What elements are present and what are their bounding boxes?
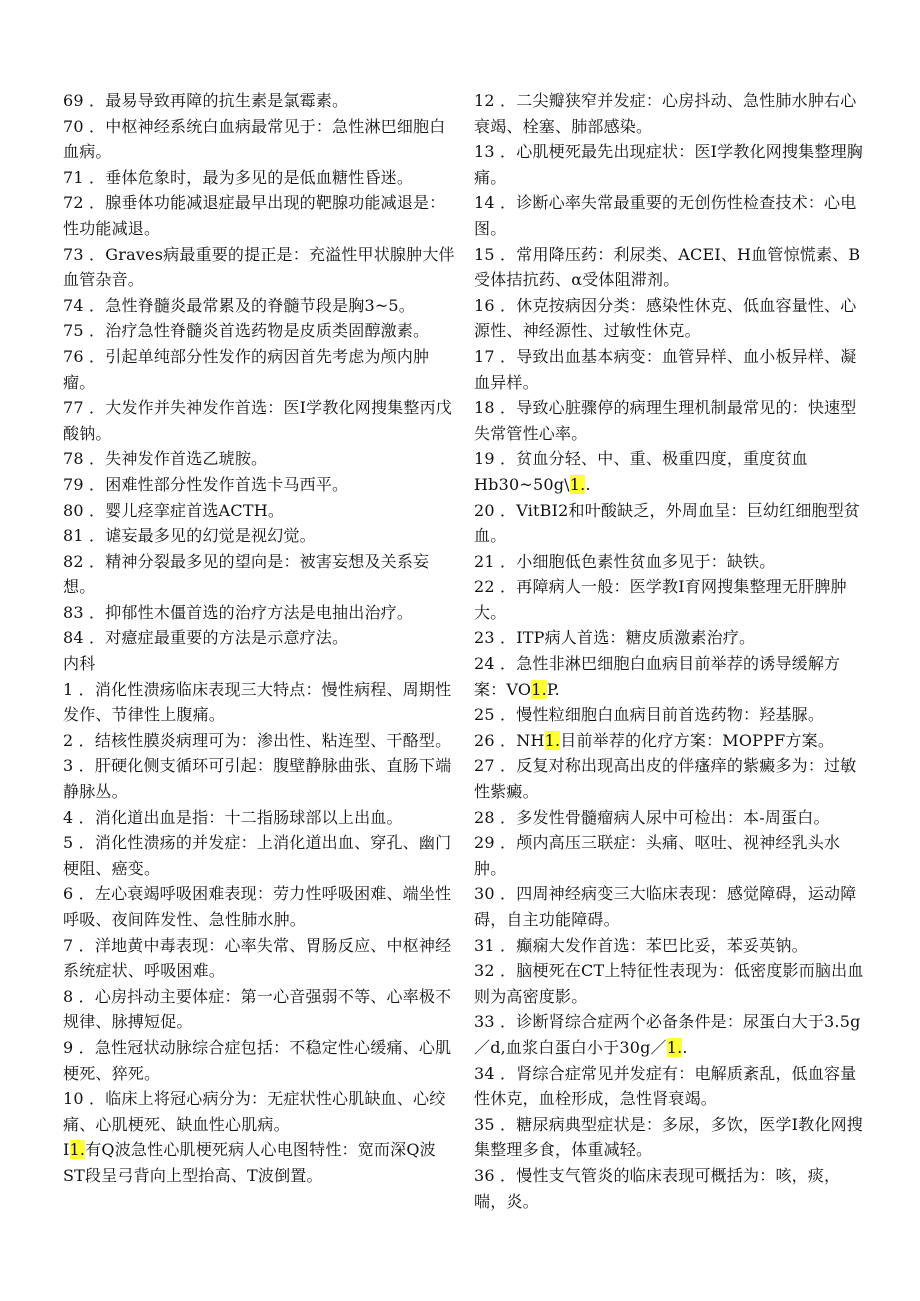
right-column-paragraph (474, 574, 866, 625)
right-column-paragraph (474, 1112, 866, 1163)
left-column-paragraph (63, 498, 455, 524)
left-column-paragraph (63, 753, 455, 804)
left-column-paragraph (63, 1137, 455, 1188)
left-column-paragraph (63, 805, 455, 831)
paragraph-text: P. (546, 679, 560, 699)
right-column-paragraph (474, 139, 866, 190)
left-column-paragraph (63, 165, 455, 191)
paragraph-text: 16 ．休克按病因分类：感染性休克、低血容量性、心源性、神经源性、过敏性休克。 (474, 295, 857, 341)
paragraph-text: 5 ．消化性溃疡的并发症：上消化道出血、穿孔、幽门梗阻、癌变。 (63, 833, 452, 878)
right-column-paragraph (474, 651, 866, 702)
paragraph-text: 71 ．垂体危象时，最为多见的是低血糖性昏迷。 (63, 167, 414, 187)
paragraph-text: 78 ．失神发作首选乙琥胺。 (63, 449, 268, 469)
paragraph-text: 29 ．颅内高压三联症：头痛、呕吐、视神经乳头水肿。 (474, 833, 841, 878)
left-column-paragraph (63, 881, 455, 932)
left-column-paragraph (63, 88, 455, 114)
right-column-paragraph (474, 805, 866, 831)
paragraph-text: 有Q波急性心肌梗死病人心电图特性：宽而深Q波ST段呈弓背向上型抬高、T波倒置。 (63, 1140, 436, 1185)
paragraph-text: I (63, 1140, 70, 1160)
paragraph-text: 1 ．消化性溃疡临床表现三大特点：慢性病程、周期性发作、节律性上腹痛。 (63, 679, 452, 725)
right-column-paragraph (474, 958, 866, 1009)
paragraph-text: 8 ．心房抖动主要体症：第一心音强弱不等、心率极不规律、脉搏短促。 (63, 986, 452, 1032)
right-column-paragraph (474, 1163, 866, 1214)
right-column-paragraph (474, 728, 866, 754)
paragraph-text: 20 ．VitBI2和叶酸缺乏，外周血呈：巨幼红细胞型贫血。 (474, 500, 861, 546)
paragraph-text: 28 ．多发性骨髓瘤病人尿中可检出：本-周蛋白。 (474, 807, 830, 827)
paragraph-text: 6 ．左心衰竭呼吸困难表现：劳力性呼吸困难、端坐性呼吸、夜间阵发性、急性肺水肿。 (63, 884, 452, 929)
left-column-paragraph (63, 114, 455, 165)
paragraph-text: 10 ．临床上将冠心病分为：无症状性心肌缺血、心绞痛、心肌梗死、缺血性心肌病。 (63, 1089, 446, 1134)
paragraph-text: 84 ．对癔症最重要的方法是示意疗法。 (63, 628, 349, 648)
right-column-paragraph (474, 702, 866, 728)
left-column-paragraph (63, 446, 455, 472)
paragraph-text: 74 ．急性脊髓炎最常累及的脊髓节段是胸3~5。 (63, 295, 416, 315)
paragraph-text: 内科 (63, 654, 96, 674)
left-column-paragraph (63, 190, 455, 241)
paragraph-text: 13 ．心肌梗死最先出现症状：医I学教化网搜集整理胸痛。 (474, 142, 863, 187)
right-column-paragraph (474, 242, 866, 293)
paragraph-text: 3 ．肝硬化侧支循环可引起：腹壁静脉曲张、直肠下端静脉丛。 (63, 756, 452, 802)
paragraph-text: . (682, 1037, 688, 1057)
left-column (63, 88, 455, 1189)
paragraph-text: 7 ．洋地黄中毒表现：心率失常、胃肠反应、中枢神经系统症状、呼吸困难。 (63, 935, 452, 981)
paragraph-text: 82 ．精神分裂最多见的望向是：被害妄想及关系妄想。 (63, 551, 430, 597)
paragraph-text: 75 ．治疗急性脊髓炎首选药物是皮质类固醇激素。 (63, 321, 430, 341)
right-column-paragraph (474, 830, 866, 881)
right-column-paragraph (474, 1009, 866, 1060)
right-column-paragraph (474, 549, 866, 575)
highlighted-text: 1. (544, 730, 561, 750)
paragraph-text: 80 ．婴儿痉挛症首选ACTH。 (63, 500, 285, 520)
paragraph-text: 21 ．小细胞低色素性贫血多见于：缺铁。 (474, 551, 776, 571)
highlighted-text: 1. (569, 474, 586, 494)
right-column-paragraph (474, 625, 866, 651)
left-column-paragraph (63, 984, 455, 1035)
right-column-paragraph (474, 933, 866, 959)
paragraph-text: 14 ．诊断心率失常最重要的无创伤性检查技术：心电图。 (474, 193, 857, 238)
left-column-paragraph (63, 830, 455, 881)
left-column-paragraph (63, 395, 455, 446)
paragraph-text: 19 ．贫血分轻、中、重、极重四度，重度贫血Hb30~50g\ (474, 449, 808, 494)
left-column-paragraph (63, 523, 455, 549)
paragraph-text: 77 ．大发作并失神发作首选：医I学教化网搜集整丙戊酸钠。 (63, 398, 452, 443)
paragraph-text: 25 ．慢性粒细胞白血病目前首选药物：羟基脲。 (474, 705, 825, 725)
paragraph-text: 17 ．导致出血基本病变：血管异样、血小板异样、凝血异样。 (474, 346, 857, 392)
paragraph-text: 9 ．急性冠状动脉综合症包括：不稳定性心缓痛、心肌梗死、猝死。 (63, 1037, 452, 1083)
right-column-paragraph (474, 498, 866, 549)
right-column (474, 88, 866, 1214)
right-column-paragraph (474, 753, 866, 804)
left-column-paragraph (63, 600, 455, 626)
left-column-paragraph (63, 318, 455, 344)
right-column-paragraph (474, 88, 866, 139)
paragraph-text: 76 ．引起单纯部分性发作的病因首先考虑为颅内肿瘤。 (63, 346, 430, 392)
right-column-paragraph (474, 293, 866, 344)
paragraph-text: 31 ．癫痫大发作首选：苯巴比妥，苯妥英钠。 (474, 935, 808, 955)
left-column-paragraph (63, 651, 455, 677)
paragraph-text: 81 ．谑妄最多见的幻觉是视幻觉。 (63, 526, 316, 546)
paragraph-text: 70 ．中枢神经系统白血病最常见于：急性淋巴细胞白血病。 (63, 116, 446, 162)
paragraph-text: 33 ．诊断肾综合症两个必备条件是：尿蛋白大于3.5g／d,血浆白蛋白小于30g／ (474, 1012, 861, 1057)
left-column-paragraph (63, 549, 455, 600)
paragraph-text: 15 ．常用降压药：利尿类、ACEI、H血管惊慌素、B受体拮抗药、α受体阻滞剂。 (474, 244, 861, 290)
paragraph-text: 12 ．二尖瓣狭窄并发症：心房抖动、急性肺水肿右心衰竭、栓塞、肺部感染。 (474, 91, 857, 136)
paragraph-text: 83 ．抑郁性木僵首选的治疗方法是电抽出治疗。 (63, 602, 414, 622)
paragraph-text: 73 ．Graves病最重要的提正是：充溢性甲状腺肿大伴血管杂音。 (63, 244, 455, 290)
highlighted-text: 1. (666, 1037, 683, 1057)
right-column-paragraph (474, 881, 866, 932)
paragraph-text: 30 ．四周神经病变三大临床表现：感觉障碍，运动障碍，自主功能障碍。 (474, 884, 857, 929)
paragraph-text: 34 ．肾综合症常见并发症有：电解质紊乱，低血容量性休克，血栓形成，急性肾衰竭。 (474, 1063, 857, 1109)
paragraph-text: 目前举荐的化疗方案：MOPPF方案。 (560, 730, 835, 750)
paragraph-text: 32 ．脑梗死在CT上特征性表现为：低密度影而脑出血则为高密度影。 (474, 961, 864, 1006)
right-column-paragraph (474, 344, 866, 395)
right-column-paragraph (474, 395, 866, 446)
right-column-paragraph (474, 446, 866, 497)
paragraph-text: 35 ．糖尿病典型症状是：多尿，多饮，医学I教化网搜集整理多食，体重减轻。 (474, 1114, 863, 1160)
paragraph-text: 4 ．消化道出血是指：十二指肠球部以上出血。 (63, 807, 403, 827)
left-column-paragraph (63, 344, 455, 395)
paragraph-text: 2 ．结核性膜炎病理可为：渗出性、粘连型、干酪型。 (63, 730, 452, 750)
left-column-paragraph (63, 1035, 455, 1086)
left-column-paragraph (63, 677, 455, 728)
right-column-paragraph (474, 1061, 866, 1112)
highlighted-text: 1. (531, 679, 547, 699)
paragraph-text: 18 ．导致心脏骤停的病理生理机制最常见的：快速型失常管性心率。 (474, 398, 857, 443)
left-column-paragraph (63, 933, 455, 984)
left-column-paragraph (63, 728, 455, 754)
paragraph-text: 72 ．腺垂体功能减退症最早出现的靶腺功能减退是：性功能减退。 (63, 193, 446, 238)
paragraph-text: 79 ．困难性部分性发作首选卡马西平。 (63, 474, 349, 494)
left-column-paragraph (63, 242, 455, 293)
right-column-paragraph (474, 190, 866, 241)
left-column-paragraph (63, 625, 455, 651)
paragraph-text: 27 ．反复对称出现高出皮的伴瘙痒的紫癜多为：过敏性紫癜。 (474, 756, 857, 802)
paragraph-text: 23 ．ITP病人首选：糖皮质激素治疗。 (474, 628, 756, 648)
highlighted-text: 1. (69, 1140, 86, 1160)
paragraph-text: . (585, 474, 591, 494)
left-column-paragraph (63, 293, 455, 319)
left-column-paragraph (63, 472, 455, 498)
paragraph-text: 24 ．急性非淋巴细胞白血病目前举荐的诱导缓解方案：VO (474, 654, 841, 699)
left-column-paragraph (63, 1086, 455, 1137)
paragraph-text: 36 ．慢性支气管炎的临床表现可概括为：咳，痰，喘，炎。 (474, 1165, 841, 1211)
paragraph-text: 69 ．最易导致再障的抗生素是氯霉素。 (63, 91, 349, 110)
paragraph-text: 26 ．NH (474, 730, 545, 750)
paragraph-text: 22 ．再障病人一般：医学教I育网搜集整理无肝脾肿大。 (474, 577, 847, 622)
